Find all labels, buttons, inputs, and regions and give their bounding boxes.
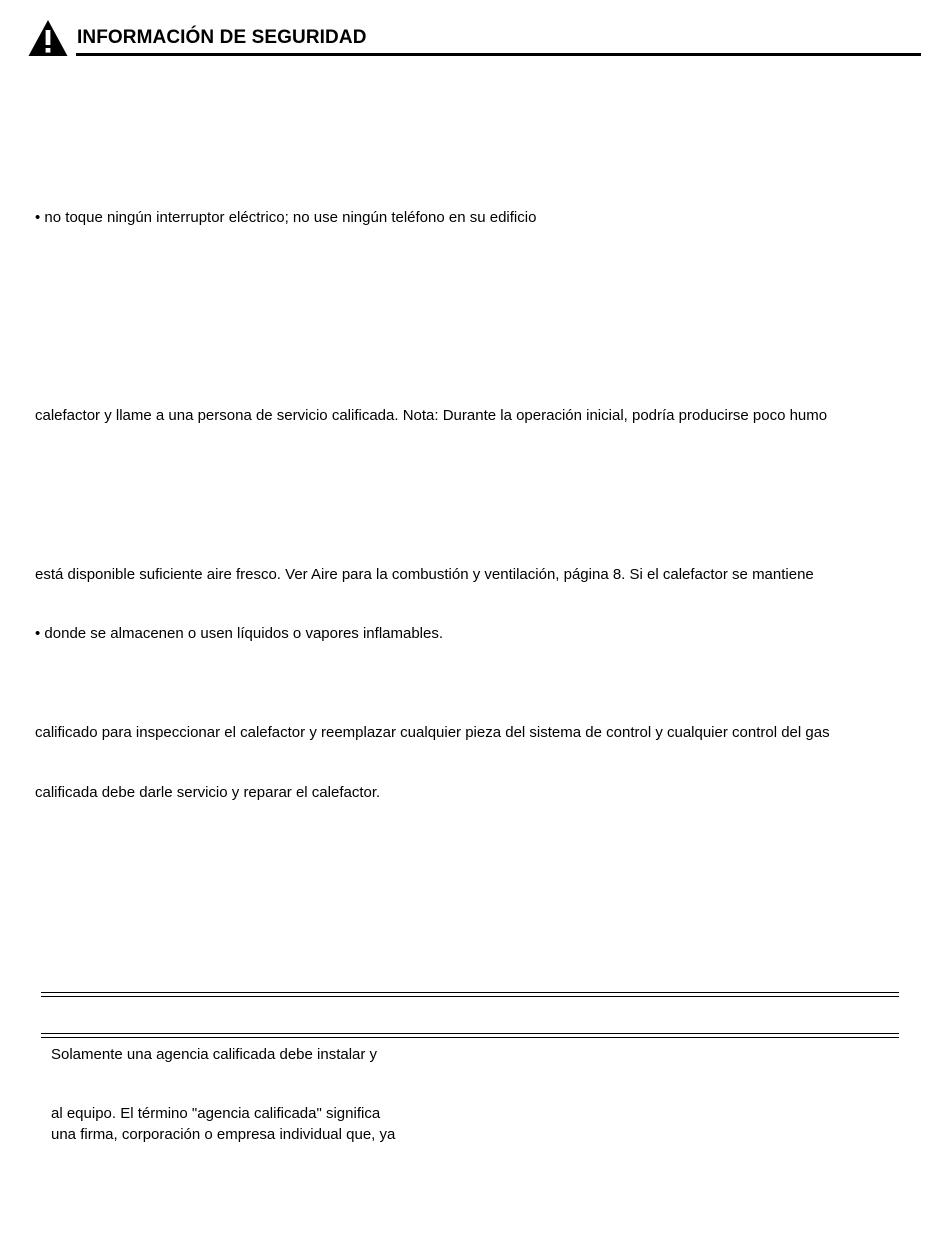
notice-text-line: al equipo. El término "agencia calificada" significa [51, 1105, 381, 1122]
header-underline [76, 53, 921, 56]
warning-icon [28, 19, 68, 57]
notice-divider-rule [41, 1033, 899, 1038]
body-text-line: calificada debe darle servicio y reparar el calefactor. [35, 784, 381, 801]
body-text-line: calefactor y llame a una persona de servicio calificada. Nota: Durante la operación inicial, podría producirse poco humo [35, 407, 828, 424]
body-text-line: calificado para inspeccionar el calefactor y reemplazar cualquier pieza del sistema de control y cualquier control del gas [35, 724, 830, 741]
section-title: INFORMACIÓN DE SEGURIDAD [77, 27, 367, 48]
notice-top-rule [41, 992, 899, 997]
notice-text-line: una firma, corporación o empresa individual que, ya [51, 1126, 396, 1143]
notice-text-line: Solamente una agencia calificada debe instalar y [51, 1046, 378, 1063]
body-text-line: • donde se almacenen o usen líquidos o vapores inflamables. [35, 625, 444, 642]
body-text-line: • no toque ningún interruptor eléctrico; no use ningún teléfono en su edificio [35, 209, 537, 226]
section-header [28, 19, 921, 59]
body-text-line: está disponible suficiente aire fresco. Ver Aire para la combustión y ventilación, página 8. Si el calefactor se mantiene [35, 566, 814, 583]
